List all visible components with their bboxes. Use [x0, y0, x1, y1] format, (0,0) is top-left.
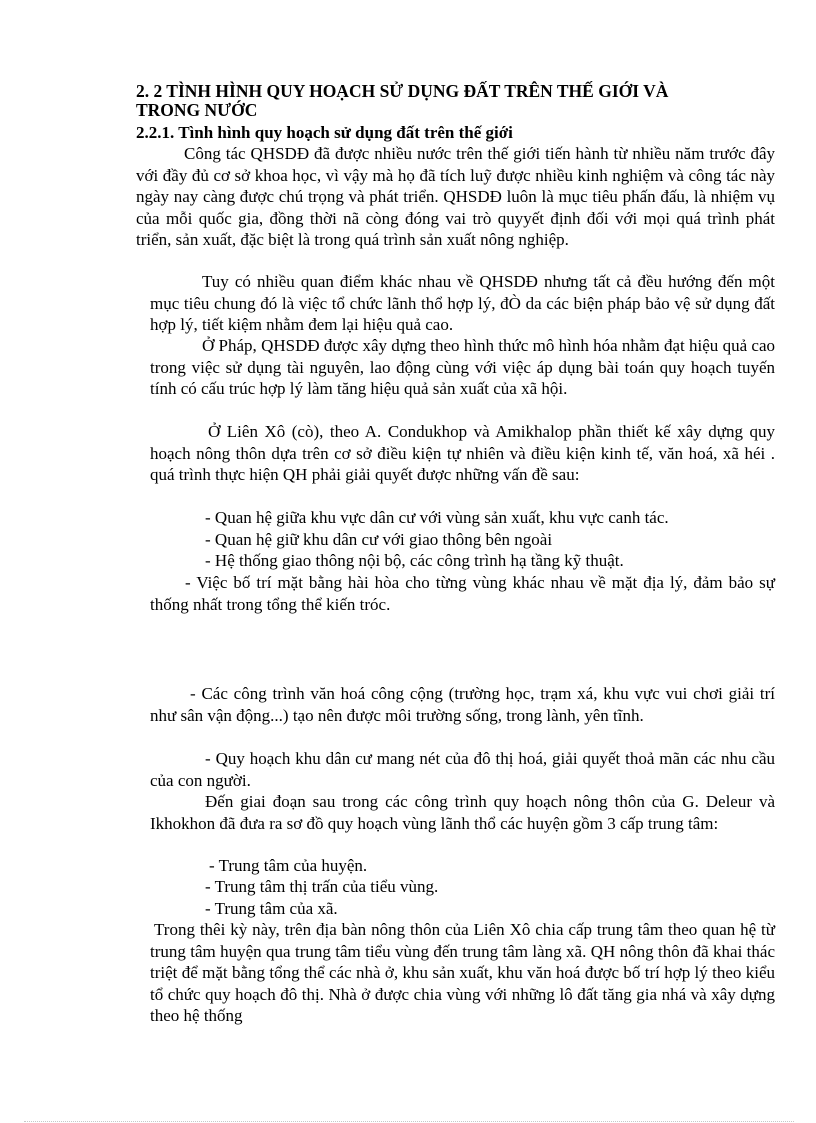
list-item: - Trung tâm của huyện. [209, 856, 368, 875]
bullet-item: - Hệ thống giao thông nội bộ, các công trình hạ tầng kỹ thuật. [205, 551, 624, 570]
paragraph-france: Ở Pháp, QHSDĐ được xây dựng theo hình thức mô hình hóa nhằm đạt hiệu quả cao trong việc sử dụng tài nguyên, lao động cùng với việc áp dụng bài toán quy hoạch tuyến tính có cấu trúc hợp lý làm tăng hiệu quả sản xuất của xã hội. [150, 336, 775, 398]
paragraph-soviet: Ở Liên Xô (cò), theo A. Condukhop và Amikhalop phần thiết kế xây dựng quy hoạch nông thôn dựa trên cơ sở điều kiện tự nhiên và điều kiện kinh tế, văn hoá, xã héi . quá trình thực hiện QH phải giải quyết được những vấn đề sau: [150, 422, 775, 484]
page-bottom-divider [24, 1121, 794, 1122]
subsection-title: 2.2.1. Tình hình quy hoạch sử dụng đất trên thế giới [136, 123, 513, 142]
paragraph-period: Trong thêi kỳ này, trên địa bàn nông thôn của Liên Xô chia cấp trung tâm theo quan hệ từ trung tâm huyện qua trung tâm tiểu vùng đến trung tâm làng xã. QH nông thôn đã khai thác triệt để mặt bằng tổng thể các nhà ở, khu sản xuất, khu văn hoá được bố trí hợp lý theo kiểu tổ chức quy hoạch đô thị. Nhà ở được chia vùng với những lô đất tăng gia nhá và xây dựng theo hệ thống [150, 920, 775, 1025]
list-item: - Trung tâm thị trấn của tiểu vùng. [205, 877, 439, 896]
paragraph-later-stage: Đến giai đoạn sau trong các công trình quy hoạch nông thôn của G. Deleur và Ikhokhon đã đưa ra sơ đồ quy hoạch vùng lãnh thổ các huyện gồm 3 cấp trung tâm: [150, 792, 775, 833]
paragraph-views: Tuy có nhiều quan điểm khác nhau về QHSDĐ nhưng tất cả đều hướng đến một mục tiêu chung đó là việc tổ chức lãnh thổ hợp lý, đÒ da các biện pháp bảo vệ sử dụng đất hợp lý, tiết kiệm nhằm đem lại hiệu quả cao. [150, 272, 775, 334]
bullet-item: - Quy hoạch khu dân cư mang nét của đô thị hoá, giải quyết thoả mãn các nhu cầu của con người. [150, 749, 775, 790]
bullet-item: - Quan hệ giữ khu dân cư với giao thông bên ngoài [205, 530, 553, 549]
bullet-item: - Quan hệ giữa khu vực dân cư với vùng sản xuất, khu vực canh tác. [205, 508, 669, 527]
bullet-item: - Các công trình văn hoá công cộng (trường học, trạm xá, khu vực vui chơi giải trí như sân vận động...) tạo nên được môi trường sống, trong lành, yên tĩnh. [150, 684, 775, 725]
list-item: - Trung tâm của xã. [205, 899, 338, 918]
paragraph-intro: Công tác QHSDĐ đã được nhiều nước trên thế giới tiến hành từ nhiều năm trước đây với đầy đủ cơ sở khoa học, vì vậy mà họ đã tích luỹ được nhiều kinh nghiệm và công tác này ngày nay càng được chú trọng và phát triển. QHSDĐ luôn là mục tiêu phấn đấu, là nhiệm vụ của mỗi quốc gia, đồng thời nã còng đóng vai trò quyyết định đối với mọi quá trình phát triển, sản xuất, đặc biệt là trong quá trình sản xuất nông nghiệp. [136, 144, 775, 249]
bullet-item: - Việc bố trí mặt bằng hài hòa cho từng vùng khác nhau về mặt địa lý, đảm bảo sự thống nhất trong tổng thể kiến tróc. [150, 573, 775, 614]
section-title: 2. 2 TÌNH HÌNH QUY HOẠCH SỬ DỤNG ĐẤT TRÊN THẾ GIỚI VÀ TRONG NƯỚC [136, 81, 669, 120]
